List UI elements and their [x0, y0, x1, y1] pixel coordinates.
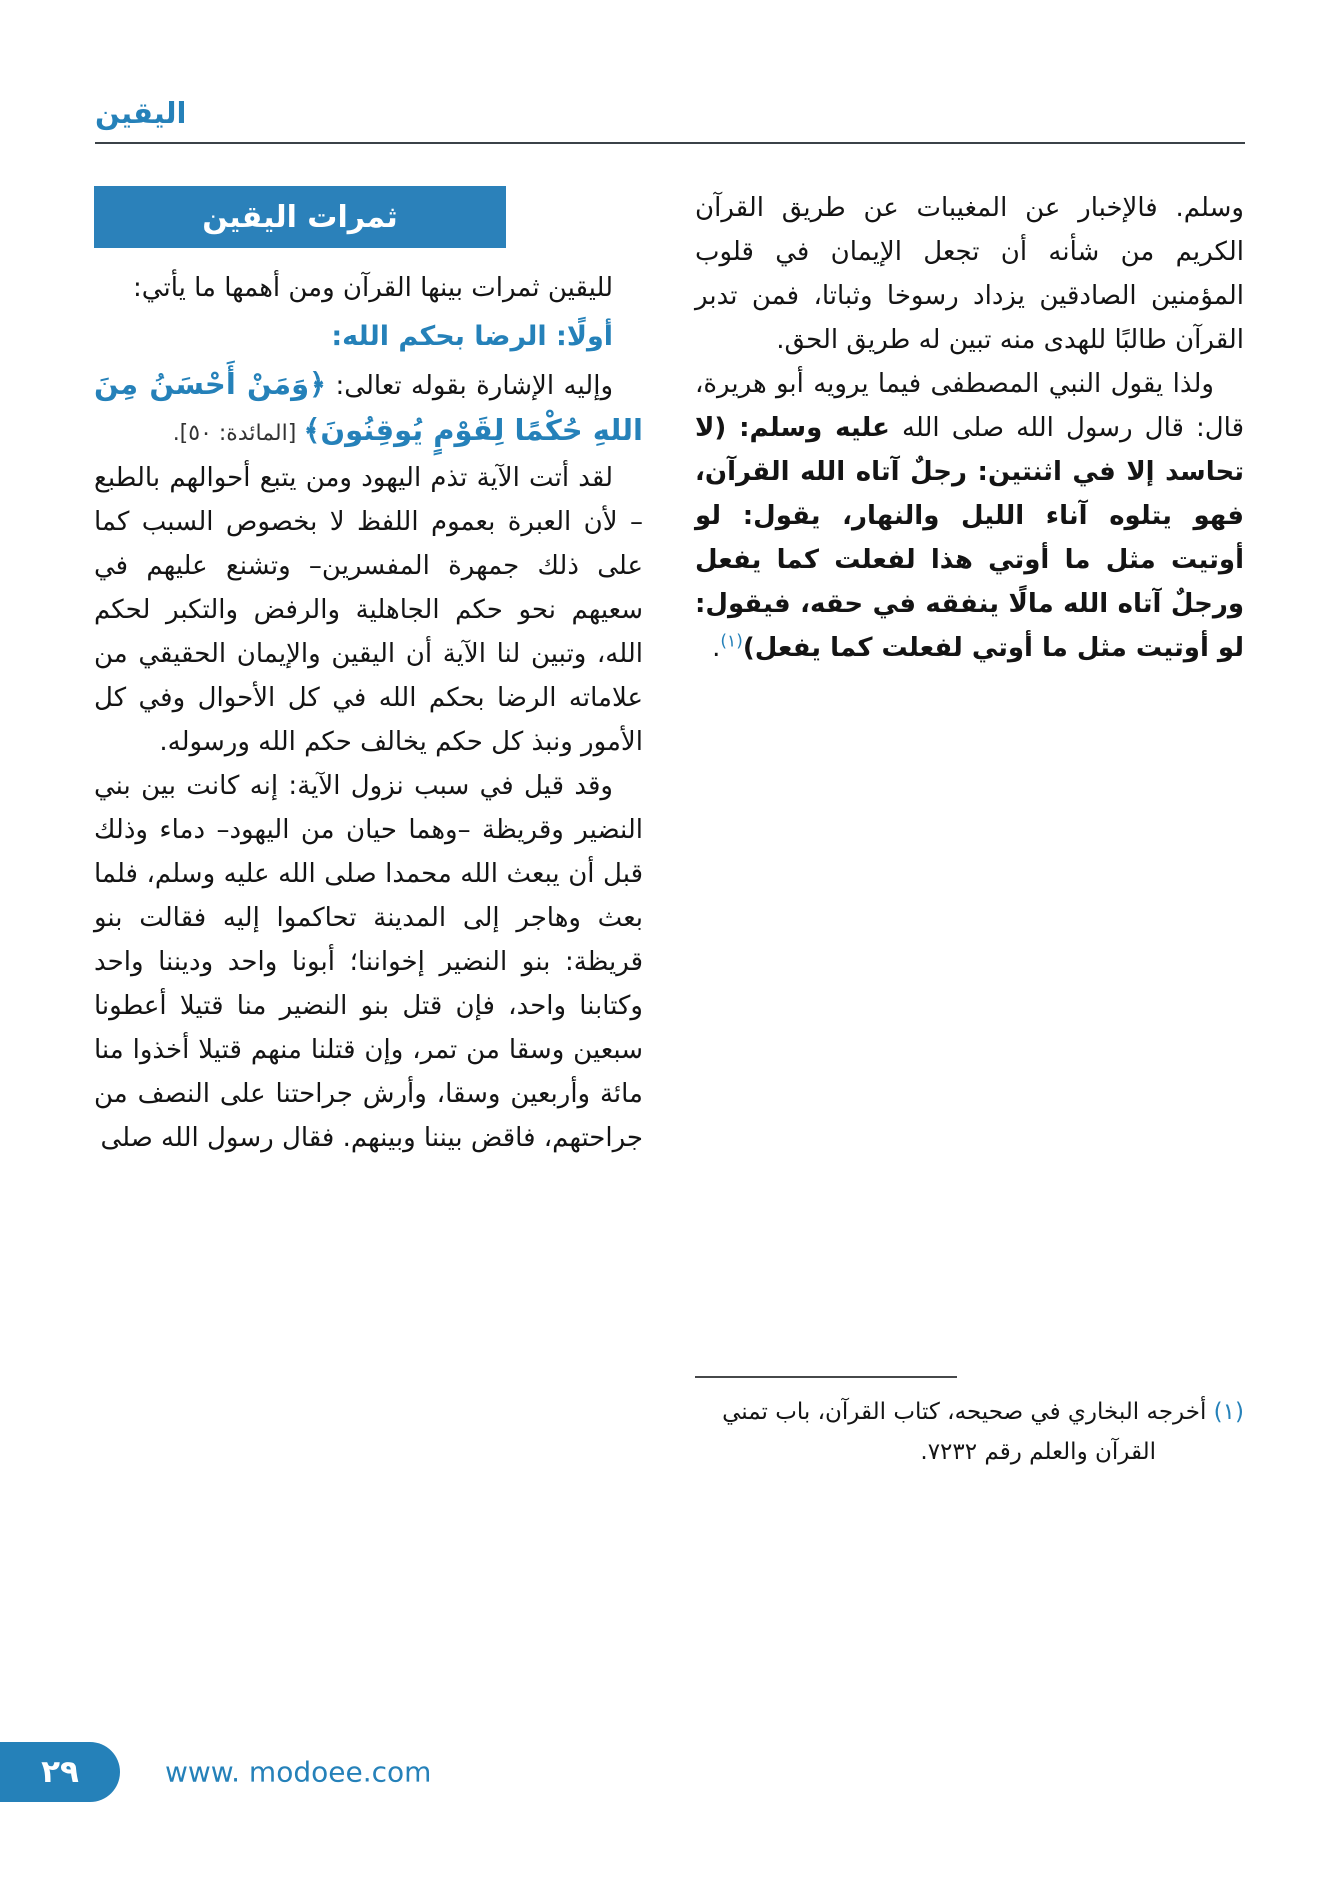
footnote-text: أخرجه البخاري في صحيحه، كتاب القرآن، باب تمني القرآن والعلم رقم ٧٢٣٢.: [722, 1399, 1214, 1465]
section-title-box: [94, 186, 506, 248]
paragraph-tafsir: لقد أتت الآية تذم اليهود ومن يتبع أحوالهم بالطبع – لأن العبرة بعموم اللفظ لا بخصوص السبب كما على ذلك جمهرة المفسرين– وتشنع عليهم في سعيهم نحو حكم الجاهلية والرفض والتكبر لحكم الله، وتبين لنا الآية أن اليقين والإيمان الحقيقي من علاماته الرضا بحكم الله في كل الأحوال وفي كل الأمور ونبذ كل حكم يخالف حكم الله ورسوله.: [94, 463, 643, 757]
paragraph-revelation-cause: وقد قيل في سبب نزول الآية: إنه كانت بين بني النضير وقريظة –وهما حيان من اليهود– دماء وذلك قبل أن يبعث الله محمدا صلى الله عليه وسلم، فلما بعث وهاجر إلى المدينة تحاكموا إليه فقالت بنو قريظة: بنو النضير إخواننا؛ أبونا واحد وديننا واحد وكتابنا واحد، فإن قتل بنو النضير منا قتيلا أعطونا سبعين وسقا من تمر، وإن قتلنا منهم قتيلا أخذوا منا مائة وأربعين وسقا، وأرش جراحتنا على النصف من جراحتهم، فاقض بيننا وبينهم. فقال رسول الله صلى: [94, 771, 643, 1153]
section-title: ثمرات اليقين: [202, 199, 398, 235]
page-footer: [0, 1742, 1339, 1802]
hadith-intro: ولذا يقول النبي المصطفى فيما يرويه أبو هريرة، قال: قال رسول الله صلى الله: [695, 369, 1245, 443]
page-header-title: اليقين: [95, 96, 187, 130]
footnote-block: [695, 1376, 1244, 1472]
content-columns: [94, 186, 1244, 1472]
quran-verse: ﴿وَمَنْ أَحْسَنُ مِنَ اللهِ حُكْمًا لِقَوْمٍ يُوقِنُونَ﴾: [94, 367, 643, 447]
sentence-end: .: [712, 633, 721, 663]
right-column: [695, 186, 1244, 1472]
website-link[interactable]: www. modoee.com: [165, 1755, 432, 1789]
running-head: [95, 96, 1245, 144]
verse-intro: وإليه الإشارة بقوله تعالى:: [326, 371, 614, 401]
page-number-badge: [0, 1742, 120, 1802]
header-rule: [95, 142, 1245, 144]
paragraph-continuation: وسلم. فالإخبار عن المغيبات عن طريق القرآن الكريم من شأنه أن تجعل الإيمان في قلوب المؤمنين الصادقين يزداد رسوخا وثباتا، فمن تدبر القرآن طالبًا للهدى منه تبين له طريق الحق.: [695, 193, 1244, 355]
footnote-marker: (١): [1213, 1399, 1244, 1425]
footnote: [695, 1392, 1244, 1472]
footnote-reference[interactable]: (١): [720, 631, 743, 652]
hadith-text: عليه وسلم: (لا تحاسد إلا في اثنتين: رجلٌ آتاه الله القرآن، فهو يتلوه آناء الليل والنهار، يقول: لو أوتيت مثل ما أوتي هذا لفعلت كما يفعل ورجلٌ آتاه الله مالًا ينفقه في حقه، فيقول: لو أوتيت مثل ما أوتي لفعلت كما يفعل): [695, 413, 1244, 663]
left-column: [94, 186, 643, 1472]
hadith-paragraph: [695, 362, 1244, 670]
page-number: ٢٩: [41, 1754, 79, 1790]
verse-reference: [المائدة: ٥٠].: [172, 421, 304, 446]
subheading-first-fruit: أولًا: الرضا بحكم الله:: [331, 321, 613, 352]
footnote-separator: [695, 1376, 957, 1378]
verse-paragraph: [94, 362, 643, 456]
section-intro: لليقين ثمرات بينها القرآن ومن أهمها ما يأتي:: [133, 273, 613, 303]
